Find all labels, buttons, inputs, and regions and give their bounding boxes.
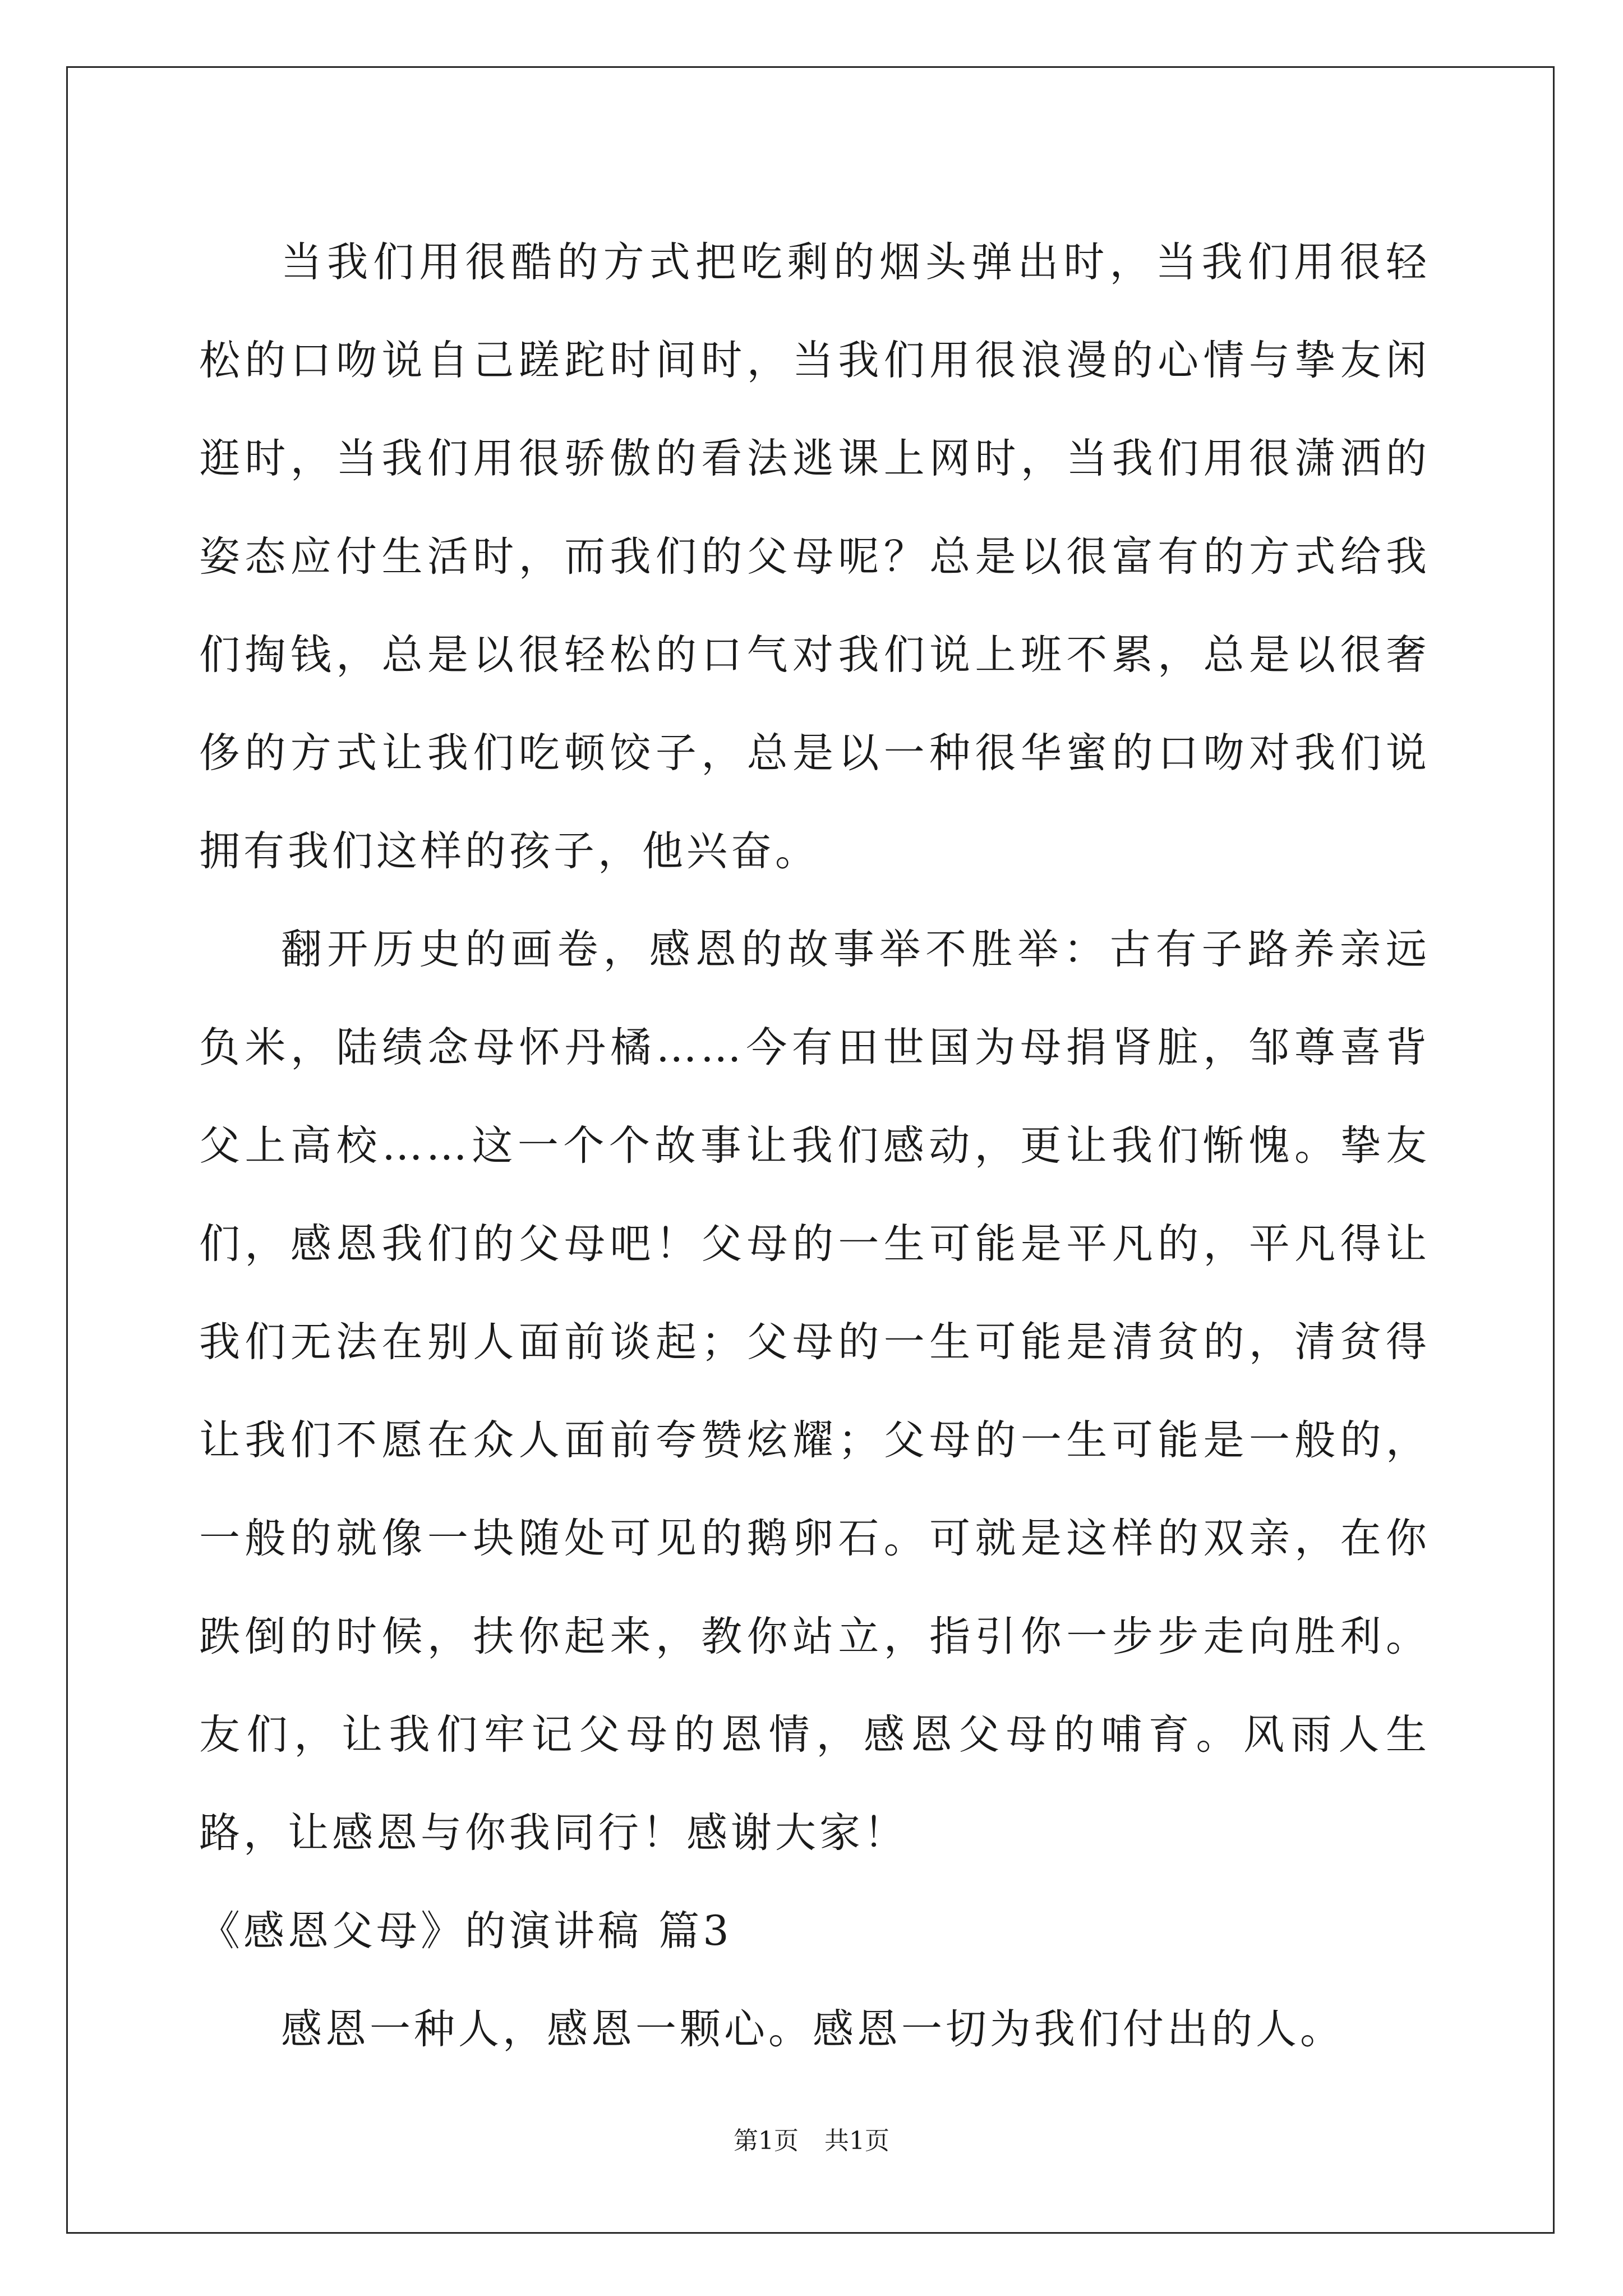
paragraph-3: 感恩一种人，感恩一颗心。感恩一切为我们付出的人。 — [281, 2005, 1344, 2053]
document-body — [199, 213, 1430, 2078]
page-total: 共1页 — [824, 2127, 889, 2155]
page-footer — [0, 2120, 1623, 2156]
page-number: 第1页 — [734, 2127, 799, 2155]
section-heading: 《感恩父母》的演讲稿 篇3 — [199, 1907, 732, 1955]
paragraph-1: 当我们用很酷的方式把吃剩的烟头弹出时，当我们用很轻松的口吻说自己蹉跎时间时，当我们用很浪漫的心情与挚友闲逛时，当我们用很骄傲的看法逃课上网时，当我们用很潇洒的姿态应付生活时，而我们的父母呢？总是以很富有的方式给我们掏钱，总是以很轻松的口气对我们说上班不累，总是以很奢侈的方式让我们吃顿饺子，总是以一种很华蜜的口吻对我们说拥有我们这样的孩子，他兴奋。 — [199, 238, 1430, 875]
paragraph-2: 翻开历史的画卷，感恩的故事举不胜举：古有子路养亲远负米，陆绩念母怀丹橘……今有田世国为母捐肾脏，邹尊喜背父上高校……这一个个故事让我们感动，更让我们惭愧。挚友们，感恩我们的父母吧！父母的一生可能是平凡的，平凡得让我们无法在别人面前谈起；父母的一生可能是清贫的，清贫得让我们不愿在众人面前夸赞炫耀；父母的一生可能是一般的，一般的就像一块随处可见的鹅卵石。可就是这样的双亲，在你跌倒的时候，扶你起来，教你站立，指引你一步步走向胜利。友们，让我们牢记父母的恩情，感恩父母的哺育。风雨人生路，让感恩与你我同行！感谢大家！ — [199, 926, 1430, 1857]
